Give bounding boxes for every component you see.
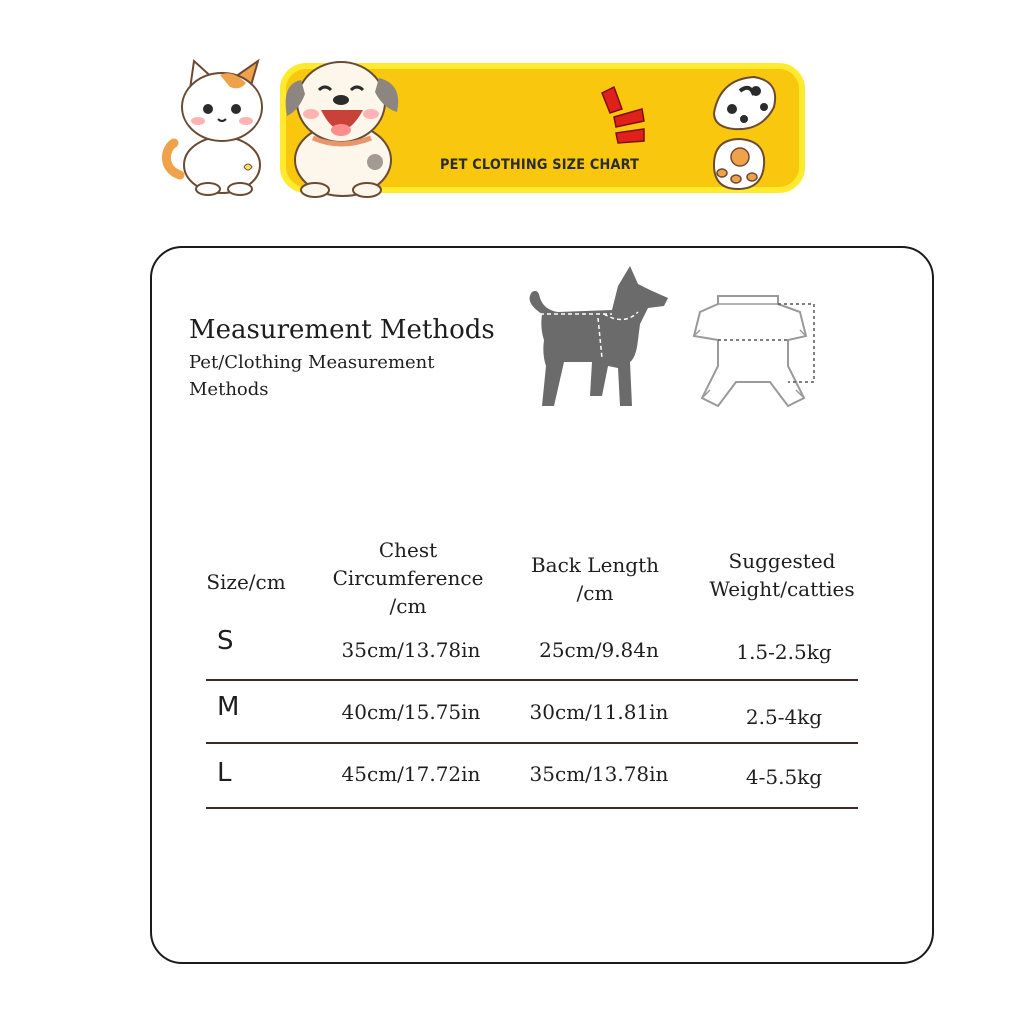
header-back-length: Back Length /cm <box>530 553 660 605</box>
row-s-size: S <box>217 626 234 656</box>
row-l-chest: 45cm/17.72in <box>341 762 481 786</box>
methods-subtitle: Pet/Clothing Measurement Methods <box>189 352 435 400</box>
dog-illustration-icon <box>275 50 410 200</box>
dog-measurement-icon <box>520 262 675 412</box>
row-s-weight: 1.5-2.5kg <box>736 640 832 664</box>
header-size: Size/cm <box>206 570 286 594</box>
header-banner <box>160 45 820 205</box>
row-m-chest: 40cm/15.75in <box>341 700 481 724</box>
cat-illustration-icon <box>160 57 285 197</box>
row-s-back: 25cm/9.84n <box>539 638 659 662</box>
row-m-size: M <box>217 692 240 722</box>
leopard-paw-icon <box>710 73 782 135</box>
orange-paw-icon <box>708 135 770 193</box>
row-l-back: 35cm/13.78in <box>529 762 669 786</box>
header-weight: Suggested Weight/catties <box>709 549 855 601</box>
row-s-chest: 35cm/13.78in <box>341 638 481 662</box>
row-divider <box>206 742 858 744</box>
clothing-measurement-icon <box>688 290 823 410</box>
row-m-weight: 2.5-4kg <box>745 705 823 729</box>
row-divider <box>206 679 858 681</box>
methods-title: Measurement Methods <box>189 315 495 345</box>
banner-title: PET CLOTHING SIZE CHART <box>440 157 640 173</box>
row-divider <box>206 807 858 809</box>
red-burst-icon <box>600 85 650 145</box>
row-l-weight: 4-5.5kg <box>745 765 823 789</box>
row-l-size: L <box>217 758 232 788</box>
row-m-back: 30cm/11.81in <box>529 700 669 724</box>
header-chest: Chest Circumference /cm <box>332 538 484 618</box>
